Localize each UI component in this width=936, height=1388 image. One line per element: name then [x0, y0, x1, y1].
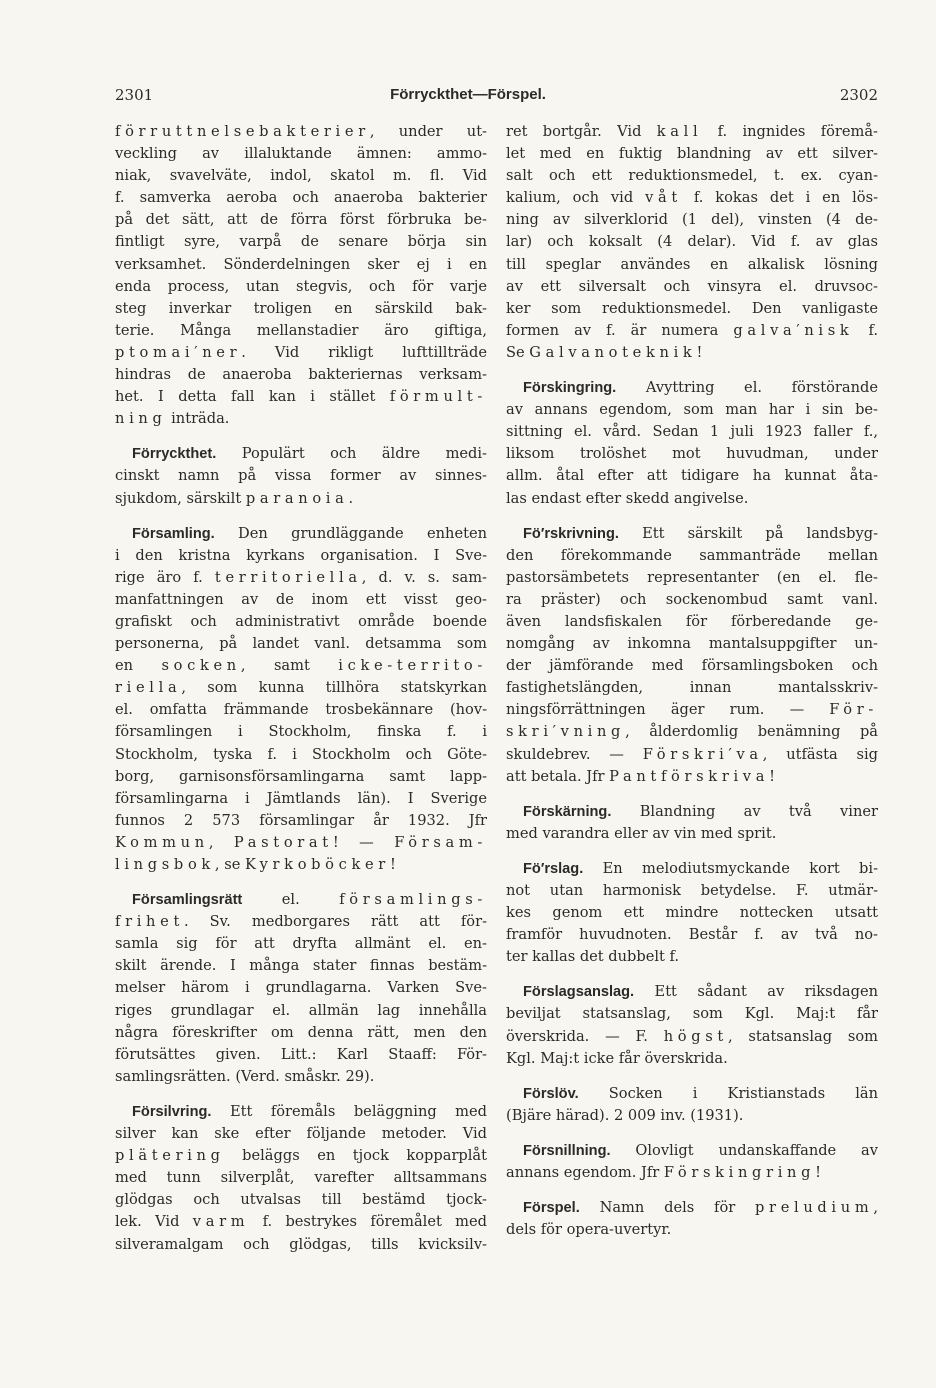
- spaced-term: Pastorat: [233, 833, 333, 851]
- text-line: [506, 165, 878, 187]
- text-run: el. omfatta främmande trosbekännare (hov-: [115, 701, 487, 719]
- text-line: [506, 1140, 878, 1162]
- text-run: kalium, och vid: [506, 189, 646, 207]
- text-run: Blandning av två viner: [611, 802, 878, 820]
- article-paragraph: [506, 121, 878, 364]
- text-run: Ett särskilt på landsbyg-: [618, 524, 878, 542]
- text-run: en: [115, 657, 162, 675]
- text-run: formen av f. är numera: [506, 321, 734, 339]
- text-line: [115, 121, 487, 143]
- text-run: las endast efter skedd angivelse.: [506, 489, 749, 507]
- text-line: [115, 977, 487, 999]
- text-line: [115, 1066, 487, 1088]
- text-line: [506, 902, 878, 924]
- article-paragraph: [506, 981, 878, 1069]
- text-run: överskrida. — F.: [506, 1027, 664, 1045]
- text-run: ter kallas det dubbelt f.: [506, 948, 680, 966]
- spaced-term: Förskingring: [663, 1164, 816, 1182]
- text-run: ning av silverklorid (1 del), vinsten (4 de-: [506, 211, 878, 229]
- text-run: dels för opera-uvertyr.: [506, 1221, 672, 1239]
- text-run: ,: [873, 1199, 878, 1217]
- text-line: [115, 364, 487, 386]
- text-line: [115, 1044, 487, 1066]
- article-paragraph: [506, 1083, 878, 1127]
- text-line: [506, 655, 878, 677]
- text-run: ! —: [332, 833, 395, 851]
- text-run: fintligt syre, varpå de senare börja sin: [115, 233, 487, 251]
- text-line: [506, 801, 878, 823]
- text-run: !: [815, 1164, 822, 1182]
- text-line: [506, 545, 878, 567]
- text-run: sjukdom, särskilt: [115, 489, 246, 507]
- text-run: f.: [853, 321, 878, 339]
- page-number-left: 2301: [115, 86, 154, 104]
- spaced-term: Kommun: [115, 833, 209, 851]
- text-run: glödgas och utvalsas till bestämd tjock-: [115, 1191, 487, 1209]
- text-line: [115, 589, 487, 611]
- text-run: , d. v. s. sam-: [361, 568, 487, 586]
- text-line: [506, 254, 878, 276]
- text-line: [115, 209, 487, 231]
- article-paragraph: [115, 121, 487, 430]
- text-run: ret bortgår. Vid: [506, 123, 657, 140]
- text-run: niak, svavelväte, indol, skatol m. fl. Vid: [115, 167, 487, 185]
- spaced-term: icke-territo-: [338, 657, 487, 675]
- text-line: [115, 386, 487, 408]
- text-run: , statsanslag som: [727, 1027, 878, 1045]
- article-paragraph: [115, 443, 487, 509]
- text-line: [506, 298, 878, 320]
- text-run: församlingarna i Jämtlands län). I Sverige: [115, 789, 487, 807]
- text-run: Avyttring el. förstörande: [616, 379, 878, 397]
- spaced-term: riella: [115, 679, 182, 697]
- text-line: [506, 342, 878, 364]
- text-line: [115, 744, 487, 766]
- text-run: !: [769, 767, 775, 785]
- text-line: [115, 1234, 487, 1256]
- text-line: [506, 946, 878, 968]
- text-run: f. bestrykes föremålet med: [249, 1213, 487, 1231]
- text-run: på det sätt, att de förra först förbruka be-: [115, 211, 487, 229]
- text-line: [506, 320, 878, 342]
- entry-headword: Förskingring.: [523, 380, 617, 397]
- text-run: riges grundlagar el. allmän lag innehålla: [115, 1001, 487, 1019]
- text-line: [115, 465, 487, 487]
- spaced-term: kall: [656, 123, 703, 140]
- text-line: [115, 276, 487, 298]
- text-line: [506, 677, 878, 699]
- text-run: skuldebrev. —: [506, 745, 643, 763]
- text-run: sittning el. vård. Sedan 1 juli 1923 faller f.,: [506, 423, 878, 441]
- text-line: [115, 633, 487, 655]
- text-run: förutsättes given. Litt.: Karl Staaff: För-: [115, 1045, 487, 1063]
- text-run: f. samverka aeroba och anaeroba bakterier: [115, 189, 487, 207]
- text-line: [506, 1105, 878, 1127]
- text-run: av annans egendom, som man har i sin be-: [506, 401, 878, 419]
- text-line: [506, 399, 878, 421]
- spaced-term: ning: [115, 410, 167, 428]
- entry-headword: Förspel.: [523, 1200, 580, 1217]
- article-paragraph: [506, 1140, 878, 1184]
- text-line: [115, 567, 487, 589]
- spaced-term: Kyrkoböcker: [244, 856, 390, 873]
- text-run: liksom trolöshet mot huvudman, under: [506, 445, 878, 463]
- text-line: [506, 1162, 878, 1184]
- text-run: terie. Många mellanstadier äro giftiga,: [115, 321, 487, 339]
- text-line: [115, 1167, 487, 1189]
- spaced-term: territoriella: [214, 568, 362, 586]
- text-run: den förekommande sammanträde mellan: [506, 546, 878, 564]
- text-run: silver kan ske efter följande metoder. Vid: [115, 1125, 487, 1143]
- article-paragraph: [115, 1101, 487, 1256]
- text-line: [115, 143, 487, 165]
- text-line: [506, 981, 878, 1003]
- text-line: [506, 611, 878, 633]
- text-run: En melodiutsmyckande kort bi-: [583, 859, 878, 877]
- text-run: el.: [242, 891, 340, 909]
- spaced-term: varm: [192, 1213, 250, 1231]
- text-run: Ett sådant av riksdagen: [634, 983, 878, 1001]
- text-line: [115, 721, 487, 743]
- text-line: [115, 1123, 487, 1145]
- text-run: med tunn silverplåt, varefter alltsammans: [115, 1169, 487, 1187]
- text-line: [506, 880, 878, 902]
- text-run: grafiskt och administrativt område boende: [115, 612, 487, 630]
- text-run: veckling av illaluktande ämnen: ammo-: [115, 145, 487, 163]
- spaced-term: För-: [829, 701, 878, 719]
- text-run: rige äro f.: [115, 568, 215, 586]
- text-run: Stockholm, tyska f. i Stockholm och Göte-: [115, 745, 487, 763]
- text-line: [115, 254, 487, 276]
- text-run: lar) och koksalt (4 delar). Vid f. av glas: [506, 233, 878, 251]
- text-line: [115, 298, 487, 320]
- text-run: församlingen i Stockholm, finska f. i: [115, 723, 487, 741]
- text-run: Kgl. Maj:t icke får överskrida.: [506, 1049, 728, 1067]
- text-run: skilt ärende. I många stater finnas bestäm-: [115, 957, 487, 975]
- text-run: melser härom i grundlagarna. Varken Sve-: [115, 979, 487, 997]
- text-run: ningsförrättningen äger rum. —: [506, 701, 830, 719]
- text-column-left: [115, 121, 487, 1256]
- text-run: cinskt namn på vissa former av sinnes-: [115, 467, 487, 485]
- text-run: , ålderdomlig benämning på: [625, 723, 878, 741]
- text-line: [506, 1083, 878, 1105]
- text-run: till speglar användes en alkalisk lösning: [506, 255, 878, 273]
- text-run: f. kokas det i en lös-: [681, 189, 878, 207]
- text-run: funnos 2 573 församlingar år 1932. Jfr: [115, 811, 487, 829]
- text-line: [115, 854, 487, 876]
- text-line: [506, 1197, 878, 1219]
- entry-headword: Församling.: [132, 525, 215, 542]
- text-run: Namn dels för: [579, 1199, 756, 1217]
- spaced-term: plätering: [115, 1147, 225, 1165]
- text-line: [115, 320, 487, 342]
- text-run: med varandra eller av vin med sprit.: [506, 824, 777, 842]
- text-line: [506, 231, 878, 253]
- text-run: Se: [506, 343, 530, 361]
- text-run: framför huvudnoten. Består f. av två no-: [506, 926, 878, 944]
- text-run: av ett silversalt och vinsyra el. druvsoc-: [506, 277, 878, 295]
- text-line: [115, 165, 487, 187]
- entry-headword: Fö′rskrivning.: [523, 525, 619, 542]
- spaced-term: paranoia: [245, 489, 349, 507]
- text-run: i den kristna kyrkans organisation. I Sve-: [115, 546, 487, 564]
- text-run: ,: [208, 833, 234, 851]
- text-run: även landsfiskalen för förberedande ge-: [506, 612, 878, 630]
- spaced-term: Förskri′va: [642, 745, 763, 763]
- text-line: [506, 633, 878, 655]
- text-run: ra präster) och sockenombud samt vanl.: [506, 590, 878, 608]
- text-run: kes genom ett mindre nottecken utsatt: [506, 904, 878, 922]
- article-paragraph: [115, 523, 487, 877]
- text-line: [506, 488, 878, 510]
- spaced-term: frihet: [115, 913, 184, 931]
- text-line: [506, 1026, 878, 1048]
- text-line: [506, 858, 878, 880]
- text-line: [115, 1145, 487, 1167]
- text-line: [506, 523, 878, 545]
- text-run: allm. åtal efter att tidigare ha kunnat åta-: [506, 467, 878, 485]
- article-paragraph: [115, 889, 487, 1088]
- text-run: inträda.: [166, 410, 230, 428]
- text-line: [115, 611, 487, 633]
- text-run: let med en fuktig blandning av ett silver-: [506, 145, 878, 163]
- text-line: [506, 143, 878, 165]
- running-title: Förryckthet—Förspel.: [390, 86, 546, 103]
- text-run: Populärt och äldre medi-: [216, 445, 487, 463]
- entry-headword: Förslöv.: [523, 1085, 579, 1102]
- text-line: [506, 699, 878, 721]
- text-run: salt och ett reduktionsmedel, t. ex. cyan-: [506, 167, 878, 185]
- article-paragraph: [506, 377, 878, 510]
- spaced-term: församlings-: [339, 891, 487, 909]
- text-line: [115, 1211, 487, 1233]
- text-run: f. ingnides föremå-: [702, 123, 878, 140]
- text-line: [506, 1003, 878, 1025]
- spaced-term: preludium: [755, 1199, 874, 1217]
- text-line: [506, 465, 878, 487]
- text-run: silveramalgam och glödgas, tills kvicksilv-: [115, 1235, 487, 1253]
- text-line: [115, 231, 487, 253]
- text-line: [115, 443, 487, 465]
- article-paragraph: [506, 801, 878, 845]
- text-run: enda process, utan stegvis, och för varje: [115, 277, 487, 295]
- text-line: [115, 699, 487, 721]
- text-line: [506, 1219, 878, 1241]
- article-paragraph: [506, 858, 878, 968]
- entry-headword: Förryckthet.: [132, 446, 217, 463]
- text-run: annans egendom. Jfr: [506, 1164, 664, 1182]
- text-run: , som kunna tillhöra statskyrkan: [181, 679, 487, 697]
- text-run: , se: [214, 856, 245, 873]
- text-run: nomgång av inkomna mantalsuppgifter un-: [506, 635, 878, 653]
- text-line: [115, 488, 487, 510]
- text-line: [115, 545, 487, 567]
- text-run: , utfästa sig: [762, 745, 878, 763]
- text-run: , under ut-: [369, 123, 487, 140]
- text-line: [115, 677, 487, 699]
- text-run: not utan harmonisk betydelse. F. utmär-: [506, 882, 878, 899]
- text-run: beviljat statsanslag, som Kgl. Maj:t får: [506, 1005, 878, 1023]
- text-line: [506, 721, 878, 743]
- text-line: [506, 377, 878, 399]
- article-paragraph: [506, 1197, 878, 1241]
- text-run: samlingsrätten. (Verd. småskr. 29).: [115, 1067, 375, 1085]
- text-run: , samt: [240, 657, 339, 675]
- text-line: [506, 121, 878, 143]
- text-column-right: [506, 121, 878, 1241]
- text-line: [506, 567, 878, 589]
- text-run: samla sig för att dryfta allmänt el. en-: [115, 935, 487, 953]
- entry-headword: Förskärning.: [523, 803, 612, 820]
- page-number-right: 2302: [839, 86, 878, 104]
- text-line: [506, 443, 878, 465]
- text-run: hindras de anaeroba bakteriernas verksam-: [115, 366, 487, 384]
- text-line: [115, 889, 487, 911]
- text-line: [115, 1000, 487, 1022]
- text-line: [115, 1189, 487, 1211]
- text-line: [506, 924, 878, 946]
- text-line: [115, 933, 487, 955]
- text-line: [506, 766, 878, 788]
- text-line: [506, 209, 878, 231]
- text-run: Socken i Kristianstads län: [578, 1084, 878, 1102]
- text-run: att betala. Jfr: [506, 767, 610, 785]
- text-line: [115, 523, 487, 545]
- spaced-term: Galvanoteknik: [529, 343, 697, 361]
- text-run: fastighetslängden, innan mantalsskriv-: [506, 679, 878, 697]
- text-run: het. I detta fall kan i stället: [115, 388, 390, 406]
- text-run: personerna, på landet vanl. detsamma som: [115, 635, 487, 653]
- spaced-term: våt: [645, 189, 682, 207]
- text-line: [115, 832, 487, 854]
- spaced-term: ptomai′ner: [115, 343, 242, 361]
- text-line: [115, 788, 487, 810]
- text-run: !: [696, 343, 703, 361]
- text-run: !: [389, 856, 396, 873]
- text-line: [506, 421, 878, 443]
- text-run: Ett föremåls beläggning med: [211, 1102, 487, 1120]
- text-run: verksamhet. Sönderdelningen sker ej i en: [115, 255, 487, 273]
- text-line: [506, 823, 878, 845]
- spaced-term: högst: [663, 1027, 728, 1045]
- text-line: [115, 766, 487, 788]
- entry-headword: Försnillning.: [523, 1142, 611, 1159]
- text-run: (Bjäre härad). 2 009 inv. (1931).: [506, 1106, 744, 1124]
- text-run: några föreskrifter om denna rätt, men den: [115, 1023, 487, 1041]
- text-line: [115, 911, 487, 933]
- text-run: . Vid rikligt lufttillträde: [241, 343, 487, 361]
- text-line: [115, 810, 487, 832]
- text-run: Olovligt undanskaffande av: [610, 1141, 878, 1159]
- text-line: [506, 744, 878, 766]
- spaced-term: lingsbok: [115, 856, 215, 873]
- text-line: [115, 955, 487, 977]
- text-run: .: [348, 489, 354, 507]
- text-run: Den grundläggande enheten: [214, 524, 487, 542]
- text-line: [506, 187, 878, 209]
- spaced-term: förruttnelsebakterier: [115, 123, 370, 140]
- entry-headword: Fö′rslag.: [523, 860, 584, 877]
- entry-headword: Församlingsrätt: [132, 892, 243, 909]
- text-line: [506, 1048, 878, 1070]
- text-run: beläggs en tjock kopparplåt: [224, 1147, 487, 1165]
- text-line: [506, 589, 878, 611]
- text-run: borg, garnisonsförsamlingarna samt lapp-: [115, 767, 487, 785]
- spaced-term: skri′vning: [506, 723, 626, 741]
- text-line: [115, 1022, 487, 1044]
- text-run: ker som reduktionsmedel. Den vanligaste: [506, 299, 878, 317]
- entry-headword: Försilvring.: [132, 1103, 212, 1120]
- text-run: manfattningen av de inom ett visst geo-: [115, 590, 487, 608]
- article-paragraph: [506, 523, 878, 788]
- text-line: [115, 655, 487, 677]
- text-line: [115, 408, 487, 430]
- spaced-term: galva′nisk: [733, 321, 854, 339]
- text-line: [115, 342, 487, 364]
- text-line: [115, 1101, 487, 1123]
- spaced-term: socken: [161, 657, 241, 675]
- text-run: . Sv. medborgares rätt att för-: [183, 913, 487, 931]
- entry-headword: Förslagsanslag.: [523, 984, 635, 1001]
- spaced-term: Försam-: [394, 833, 487, 851]
- text-line: [506, 276, 878, 298]
- text-run: steg inverkar troligen en särskild bak-: [115, 299, 487, 317]
- text-run: pastorsämbetets representanter (en el. fle-: [506, 568, 878, 586]
- text-line: [115, 187, 487, 209]
- spaced-term: Pantförskriva: [609, 767, 770, 785]
- text-run: lek. Vid: [115, 1213, 193, 1231]
- spaced-term: förmult-: [389, 388, 487, 406]
- text-run: der jämförande med församlingsboken och: [506, 657, 878, 675]
